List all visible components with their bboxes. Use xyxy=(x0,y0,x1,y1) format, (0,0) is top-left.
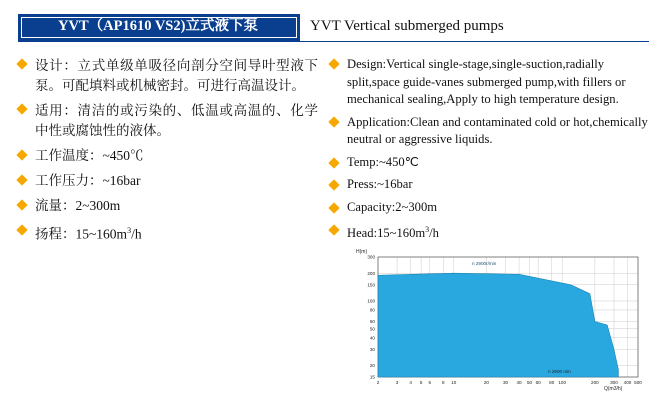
chart-x-axis-label: Q(m3/h) xyxy=(604,386,623,392)
diamond-bullet-icon xyxy=(328,179,339,190)
diamond-bullet-icon xyxy=(16,174,27,185)
diamond-bullet-icon xyxy=(328,157,339,168)
spec-head-cn xyxy=(35,221,318,245)
spec-design-cn: 设计：立式单级单吸径向剖分空间导叶型液下泵。可配填料或机械密封。可进行高温设计。 xyxy=(35,58,318,93)
chart-y-axis-ticklabels xyxy=(367,255,375,380)
spec-head-en-unit-rest: /h xyxy=(429,226,439,241)
page-header xyxy=(0,14,667,42)
chart-annotation-bottom: n 2900 min xyxy=(548,369,571,374)
spec-head-cn-unit-rest: /h xyxy=(131,226,142,242)
diamond-bullet-icon xyxy=(16,149,27,160)
spec-head-en-unit-sup: 3 xyxy=(425,225,430,234)
list-item xyxy=(18,221,318,245)
svg-text:60: 60 xyxy=(535,380,541,385)
svg-text:150: 150 xyxy=(367,282,375,288)
svg-text:20: 20 xyxy=(369,363,375,369)
spec-pressure-en: Press:~16bar xyxy=(347,177,413,191)
svg-text:20: 20 xyxy=(483,380,489,385)
svg-text:100: 100 xyxy=(367,298,375,304)
page-title-chinese: YVT（AP1610 VS2)立式液下泵 xyxy=(58,18,258,34)
svg-text:300: 300 xyxy=(610,380,618,385)
performance-chart-svg xyxy=(352,243,644,393)
diamond-bullet-icon xyxy=(328,116,339,127)
svg-text:300: 300 xyxy=(367,254,375,260)
svg-text:80: 80 xyxy=(369,307,375,313)
diamond-bullet-icon xyxy=(16,58,27,69)
spec-head-en xyxy=(347,221,650,243)
right-spec-column xyxy=(330,56,650,248)
svg-text:60: 60 xyxy=(369,319,375,325)
spec-application-en: Application:Clean and contaminated cold or hot,chemically neutral or aggressive liquids. xyxy=(347,114,648,146)
list-item xyxy=(18,101,318,141)
svg-text:40: 40 xyxy=(516,380,522,385)
chart-operating-range-area xyxy=(378,273,618,377)
page-title-english: YVT Vertical submerged pumps xyxy=(310,18,504,34)
list-item xyxy=(330,154,650,172)
list-item xyxy=(18,171,318,191)
svg-text:200: 200 xyxy=(367,270,375,276)
diamond-bullet-icon xyxy=(328,58,339,69)
diamond-bullet-icon xyxy=(16,224,27,235)
spec-pressure-cn: 工作压力：~16bar xyxy=(35,173,141,188)
svg-text:30: 30 xyxy=(502,380,509,385)
list-item xyxy=(18,196,318,216)
svg-text:5: 5 xyxy=(419,380,423,385)
spec-design-en: Design:Vertical single-stage,single-suction,radially split,space guide-vanes submerged pump,with fillers or mechanical sealing,Apply to high temperature design. xyxy=(347,57,626,106)
diamond-bullet-icon xyxy=(328,224,339,235)
spec-head-cn-text: 扬程：15~160m xyxy=(35,226,128,242)
spec-temperature-en: Temp:~450℃ xyxy=(347,154,419,169)
svg-text:15: 15 xyxy=(369,374,375,380)
diamond-bullet-icon xyxy=(16,103,27,114)
diamond-bullet-icon xyxy=(16,199,27,210)
list-item xyxy=(330,199,650,217)
svg-text:2: 2 xyxy=(376,380,380,385)
left-spec-column xyxy=(18,56,318,250)
svg-text:10: 10 xyxy=(451,380,457,385)
performance-chart xyxy=(352,243,644,393)
diamond-bullet-icon xyxy=(328,202,339,213)
svg-text:8: 8 xyxy=(441,380,445,385)
svg-text:40: 40 xyxy=(369,335,375,341)
svg-text:200: 200 xyxy=(591,380,599,385)
svg-text:30: 30 xyxy=(369,346,375,352)
spec-application-cn: 适用：清洁的或污染的、低温或高温的、化学中性或腐蚀性的液体。 xyxy=(35,103,318,138)
svg-text:100: 100 xyxy=(558,380,567,385)
list-item xyxy=(18,146,318,166)
svg-text:500: 500 xyxy=(634,380,642,385)
svg-text:400: 400 xyxy=(623,380,632,385)
list-item xyxy=(330,176,650,194)
svg-text:50: 50 xyxy=(527,380,533,385)
spec-temperature-cn: 工作温度：~450℃ xyxy=(35,148,144,163)
svg-text:50: 50 xyxy=(369,326,375,332)
svg-text:4: 4 xyxy=(409,380,412,385)
svg-text:80: 80 xyxy=(549,380,555,385)
spec-capacity-en: Capacity:2~300m xyxy=(347,199,438,214)
list-item xyxy=(18,56,318,96)
svg-text:3: 3 xyxy=(395,380,399,385)
list-item xyxy=(330,114,650,149)
list-item xyxy=(330,221,650,243)
svg-text:6: 6 xyxy=(428,380,432,385)
chart-x-axis-ticklabels xyxy=(377,380,643,385)
chart-annotation-top: n 2900r/min xyxy=(472,261,497,266)
spec-head-cn-unit-sup: 3 xyxy=(127,226,132,235)
spec-head-en-text: Head:15~160m xyxy=(347,226,426,241)
header-divider xyxy=(18,41,649,42)
spec-capacity-cn: 流量：2~300m xyxy=(35,198,121,213)
list-item xyxy=(330,56,650,109)
chart-y-axis-label: H(m) xyxy=(356,249,368,255)
